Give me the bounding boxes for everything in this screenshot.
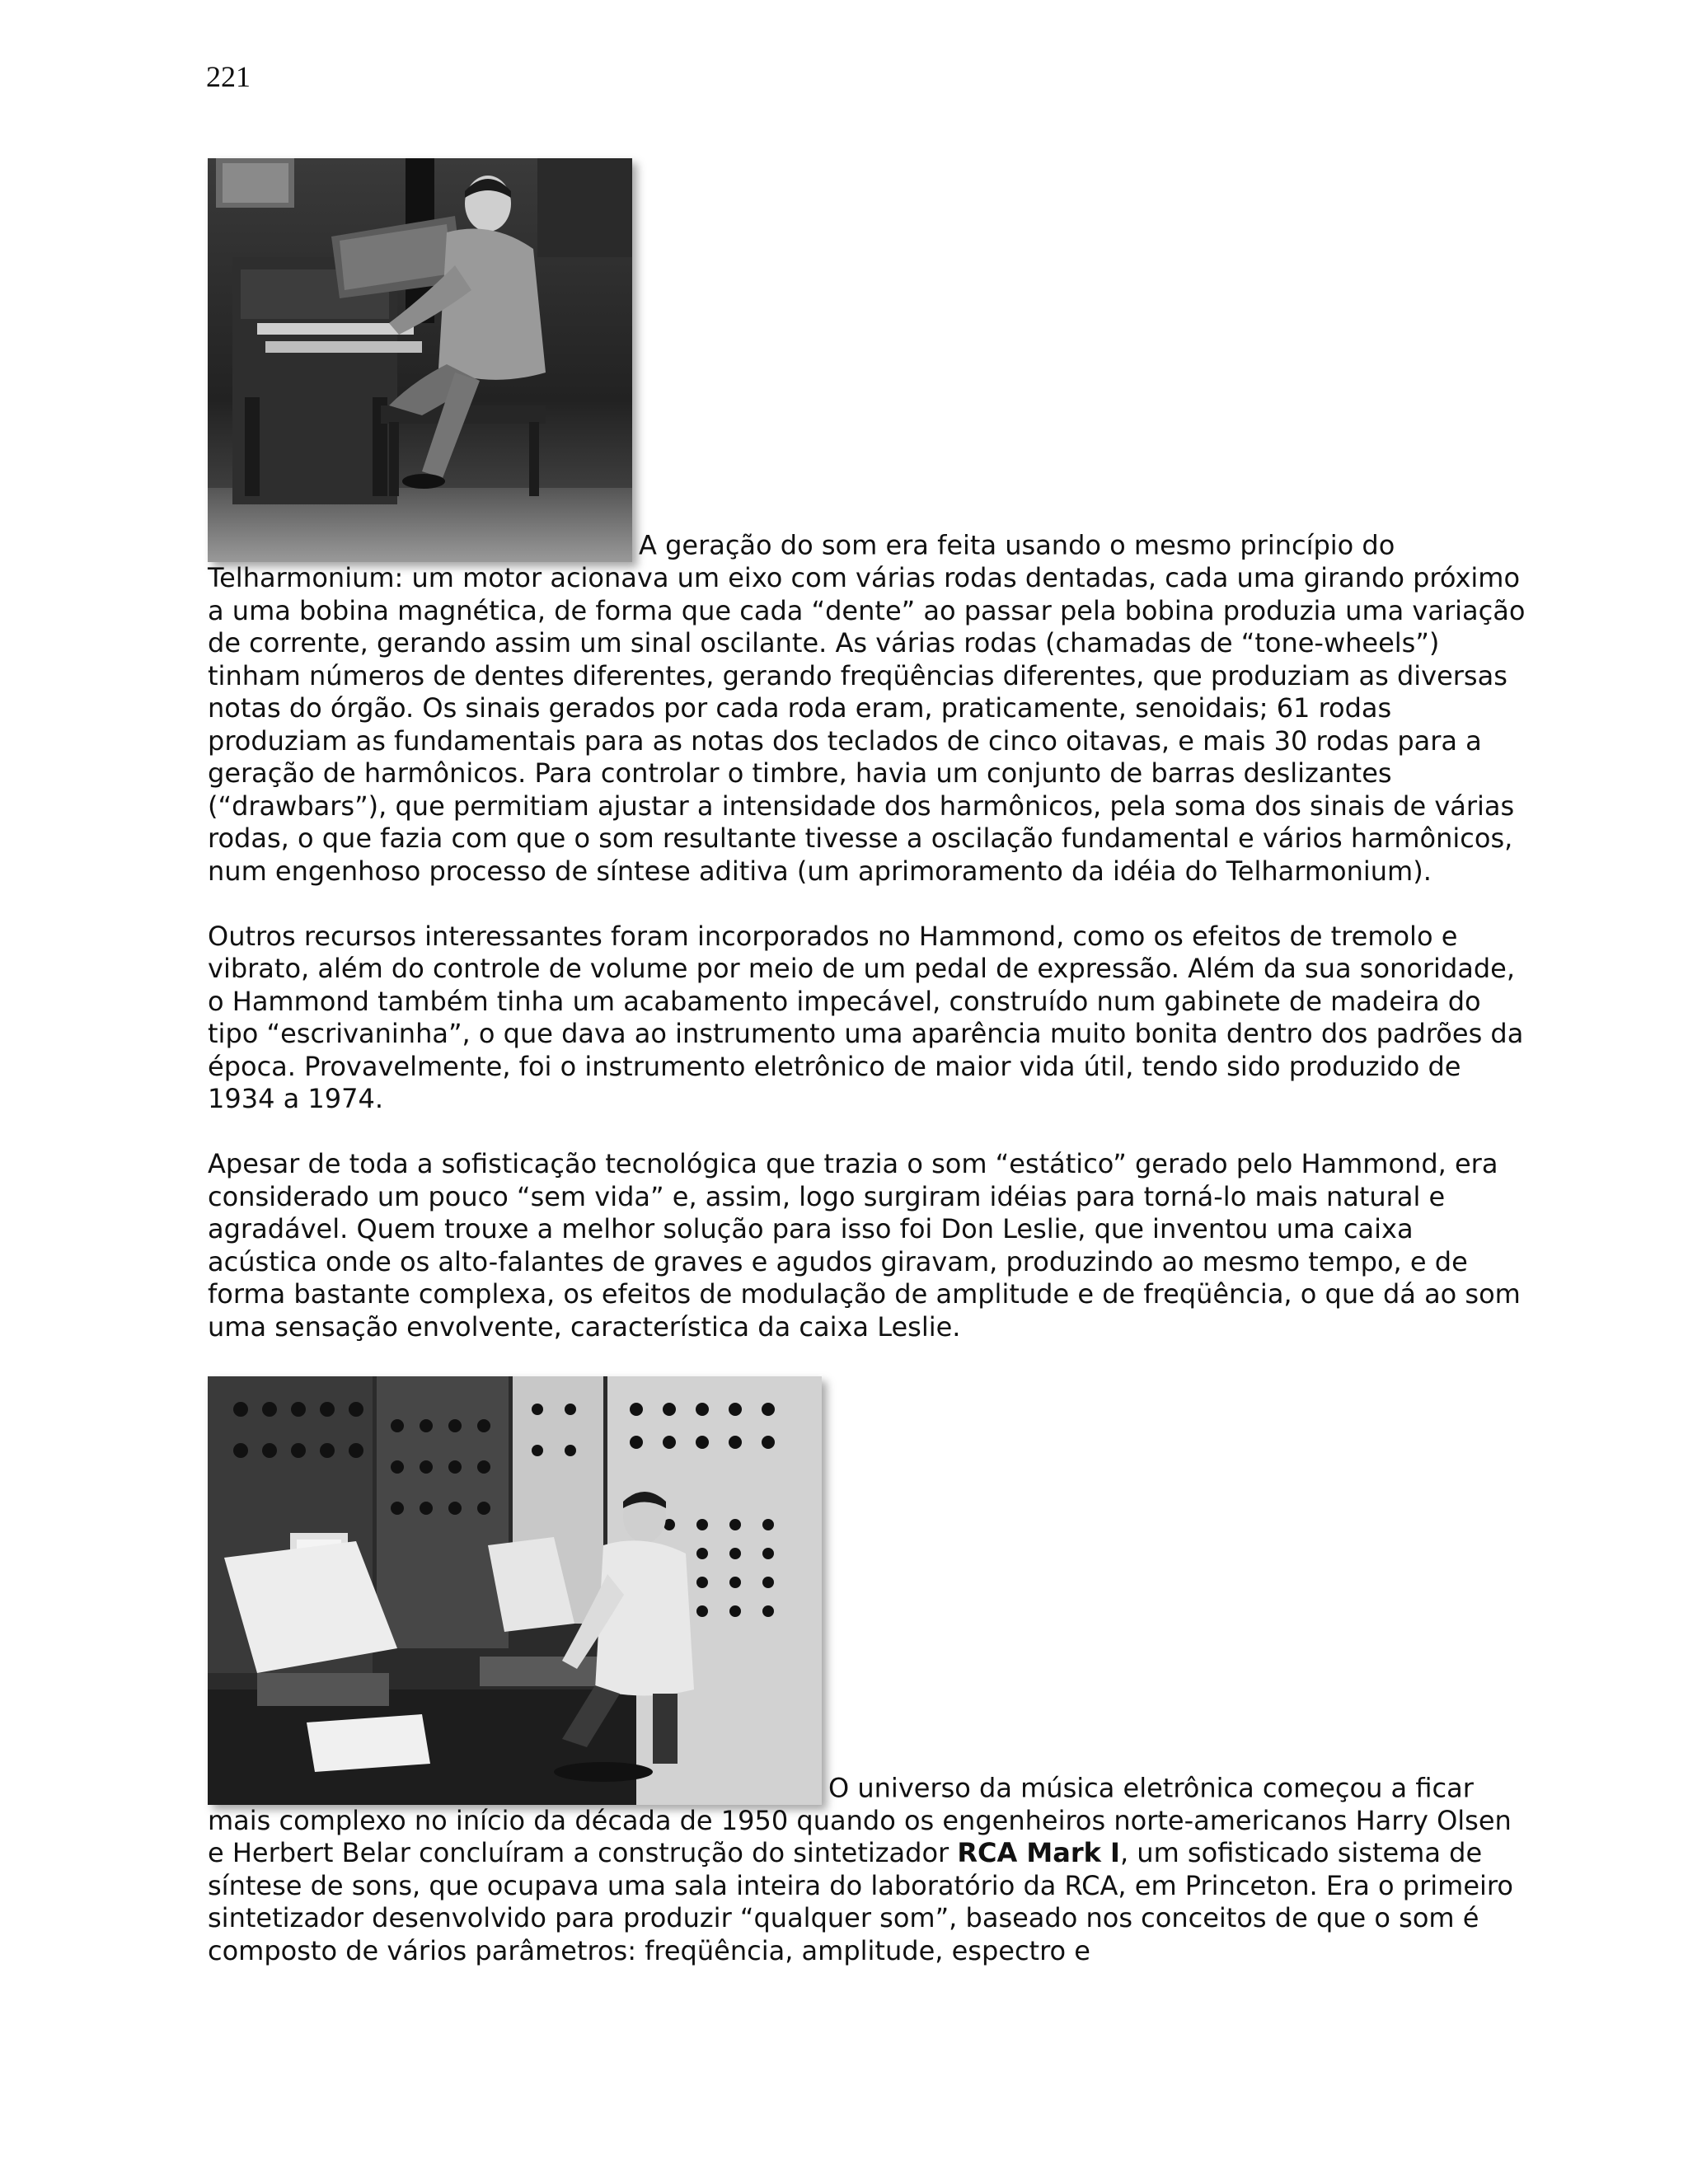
- rca-paragraph-text-after-bold: , um sofisticado sistema de síntese de sons, que ocupava uma sala inteira do laboratório da RCA, em Princeton. Era o primeiro sintetizador desenvolvido para produzir “qualquer som”, baseado nos conceitos de que o som é composto de vários parâmetros: freqüência, amplitude, espectro e: [208, 1837, 1513, 1966]
- document-body: [208, 158, 1526, 2000]
- hammond-organ-photo: [208, 158, 632, 562]
- page-number: 221: [206, 60, 251, 93]
- hammond-paragraph-text: Telharmonium: um motor acionava um eixo com várias rodas dentadas, cada uma girando próximo a uma bobina magnética, de forma que cada “dente” ao passar pela bobina produzia uma variação de corrente, gerando assim um sinal oscilante. As várias rodas (chamadas de “tone-wheels”) tinham números de dentes diferentes, gerando freqüências diferentes, que produziam as diversas notas do órgão. Os sinais gerados por cada roda eram, praticamente, senoidais; 61 rodas produziam as fundamentais para as notas dos teclados de cinco oitavas, e mais 30 rodas para a geração de harmônicos. Para controlar o timbre, havia um conjunto de barras deslizantes (“drawbars”), que permitiam ajustar a intensidade dos harmônicos, pela soma dos sinais de várias rodas, o que fazia com que o som resultante tivesse a oscilação fundamental e vários harmônicos, num engenhoso processo de síntese aditiva (um aprimoramento da idéia do Telharmonium).: [208, 562, 1526, 887]
- hammond-paragraph-first-line: A geração do som era feita usando o mesmo princípio do: [639, 529, 1395, 561]
- paragraph-hammond-features: Outros recursos interessantes foram incorporados no Hammond, como os efeitos de tremolo e vibrato, além do controle de volume por meio de um pedal de expressão. Além da sua sonoridade, o Hammond também tinha um acabamento impecável, construído num gabinete de madeira do tipo “escrivaninha”, o que dava ao instrumento uma aparência muito bonita dentro dos padrões da época. Provavelmente, foi o instrumento eletrônico de maior vida útil, tendo sido produzido de 1934 a 1974.: [208, 920, 1524, 1114]
- rca-mark-i-term: RCA Mark I: [957, 1837, 1120, 1868]
- rca-paragraph-text-before-bold: mais complexo no início da década de 1950 quando os engenheiros norte-americanos Harry Olsen e Herbert Belar concluíram a construção do sintetizador: [208, 1804, 1512, 1868]
- rca-paragraph-first-line: O universo da música eletrônica começou a ficar: [828, 1772, 1474, 1803]
- rca-synthesizer-photo: [208, 1376, 822, 1805]
- paragraph-hammond-sound: [208, 158, 1526, 888]
- paragraph-leslie: Apesar de toda a sofisticação tecnológica que trazia o som “estático” gerado pelo Hammond, era considerado um pouco “sem vida” e, assim, logo surgiram idéias para torná-lo mais natural e agradável. Quem trouxe a melhor solução para isso foi Don Leslie, que inventou uma caixa acústica onde os alto-falantes de graves e agudos giravam, produzindo ao mesmo tempo, e de forma bastante complexa, os efeitos de modulação de amplitude e de freqüência, o que dá ao som uma sensação envolvente, característica da caixa Leslie.: [208, 1148, 1521, 1343]
- paragraph-rca-mark-i: [208, 1376, 1526, 1968]
